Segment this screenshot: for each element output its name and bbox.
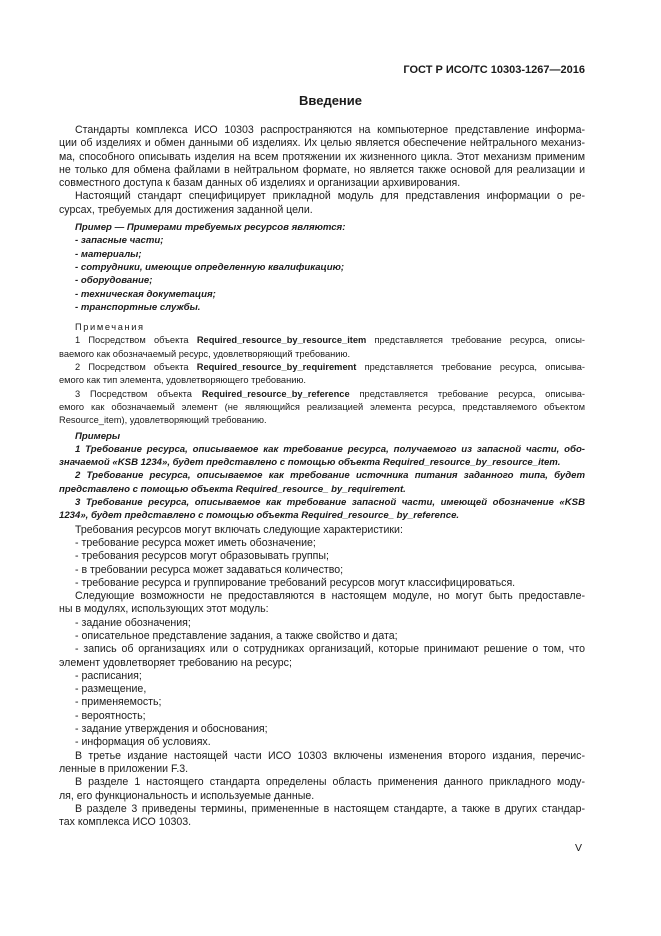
text-line: [59, 177, 585, 190]
text-span: Требования ресурсов могут включать следующие характеристики:: [75, 523, 403, 536]
paragraph: [59, 577, 585, 590]
text-span: представляется требование ресурса, описыва-: [349, 388, 585, 399]
paragraph: [59, 288, 585, 301]
text-line: [59, 261, 585, 274]
text-line: [59, 414, 585, 427]
paragraph: [59, 803, 585, 830]
paragraph: [59, 388, 585, 428]
text-line: [59, 288, 585, 301]
text-span: 3 Требование ресурса, описываемое как требование запасной части, имеющей обозначение «KSB: [75, 497, 585, 509]
text-line: [59, 374, 585, 387]
text-span: ции об изделиях и обмен данными об изделиях. Их целью является обеспечение нейтрального механиз-: [59, 137, 585, 150]
text-line: [59, 564, 585, 577]
text-span: тах комплекса ИСО 10303.: [59, 816, 192, 829]
text-line: [59, 124, 585, 137]
paragraph: [59, 537, 585, 550]
text-span: 1 Посредством объекта: [75, 335, 197, 346]
paragraph: [59, 710, 585, 723]
text-span: - техническая докуметация;: [75, 288, 216, 300]
entity-name: Required_resource_by_reference: [201, 388, 350, 399]
text-line: [59, 221, 585, 234]
text-span: Примеры: [75, 430, 121, 442]
text-span: 3 Посредством объекта: [75, 388, 202, 399]
text-line: [59, 617, 585, 630]
text-span: - задание обозначения;: [75, 616, 191, 629]
entity-name: Required_resource_by_resource_item: [196, 335, 367, 346]
text-span: ля, его функциональность и используемые данные.: [59, 789, 315, 802]
text-span: ленные в приложении F.3.: [59, 762, 189, 775]
text-span: Пример — Примерами требуемых ресурсов являются:: [75, 222, 346, 234]
paragraph: [59, 736, 585, 749]
page-number: V: [575, 842, 583, 854]
paragraph: [59, 361, 585, 388]
text-line: [59, 550, 585, 563]
text-span: - в требовании ресурса может задаваться количество;: [75, 563, 344, 576]
text-line: [59, 334, 585, 347]
paragraph: [59, 190, 585, 217]
text-line: [59, 763, 585, 776]
text-span: - вероятность;: [75, 709, 146, 722]
paragraph: [59, 776, 585, 803]
text-span: совместного доступа к базам данных об изделиях и организации архивирования.: [59, 177, 461, 190]
text-line: [59, 190, 585, 203]
section-title: Введение: [299, 93, 362, 108]
body-text-block: [59, 524, 585, 830]
paragraph: [59, 124, 585, 190]
notes-block: [59, 321, 585, 427]
paragraph: [59, 630, 585, 643]
text-span: представляется требование ресурса, описыва-: [356, 362, 585, 373]
text-span: В разделе 1 настоящего стандарта определены область применения данного прикладного моду-: [75, 776, 585, 789]
text-line: [59, 803, 585, 816]
text-line: [59, 401, 585, 414]
document-body: [59, 124, 585, 829]
text-line: [59, 483, 585, 496]
text-span: В третье издание настоящей части ИСО 10303 включены изменения второго издания, перечис-: [75, 749, 585, 762]
text-line: [59, 469, 585, 482]
paragraph: [59, 321, 585, 334]
text-span: - запись об организациях или о сотрудниках организаций, которые принимают решение о том, что: [75, 643, 585, 656]
text-line: [59, 430, 585, 443]
text-line: [59, 790, 585, 803]
text-line: [59, 348, 585, 361]
document-header-id: ГОСТ Р ИСО/ТС 10303-1267—2016: [403, 64, 585, 76]
text-line: [59, 274, 585, 287]
paragraph: [59, 564, 585, 577]
paragraph: [59, 443, 585, 470]
text-span: 2 Посредством объекта: [75, 362, 197, 373]
text-span: - расписания;: [75, 669, 142, 682]
text-span: ваемого как обозначаемый ресурс, удовлетворяющий требованию.: [59, 348, 351, 359]
text-span: - требование ресурса может иметь обозначение;: [75, 536, 316, 549]
paragraph: [59, 524, 585, 537]
text-span: - применяемость;: [75, 696, 162, 709]
text-span: представлено с помощью объекта Required_resource_ by_requirement.: [59, 483, 406, 495]
text-line: [59, 630, 585, 643]
text-line: [59, 151, 585, 164]
text-line: [59, 137, 585, 150]
text-span: не только для обмена файлами в нейтральном формате, но является также основой для реализации и: [59, 163, 585, 176]
text-span: - задание утверждения и обоснования;: [75, 723, 268, 736]
text-line: [59, 388, 585, 401]
text-span: емого как обозначаемый элемент (не являющийся реализацией элемента ресурса, представляемого объектом: [59, 401, 585, 412]
text-line: [59, 509, 585, 522]
examples-block: [59, 221, 585, 314]
text-line: [59, 750, 585, 763]
paragraph: [59, 643, 585, 670]
paragraph: [59, 696, 585, 709]
paragraph: [59, 723, 585, 736]
body-text-block: [59, 124, 585, 217]
paragraph: [59, 234, 585, 247]
paragraph: [59, 617, 585, 630]
text-line: [59, 496, 585, 509]
text-span: 1 Требование ресурса, описываемое как требование ресурса, получаемого из запасной части, обо-: [75, 443, 585, 455]
text-line: [59, 321, 585, 334]
text-span: - описательное представление задания, а также свойство и дата;: [75, 629, 398, 642]
text-span: Следующие возможности не предоставляются в настоящем модуле, но могут быть предоставле-: [75, 590, 585, 603]
text-line: [59, 603, 585, 616]
paragraph: [59, 261, 585, 274]
text-span: - требования ресурсов могут образовывать группы;: [75, 550, 329, 563]
text-line: [59, 590, 585, 603]
paragraph: [59, 248, 585, 261]
text-span: - оборудование;: [75, 275, 153, 287]
paragraph: [59, 750, 585, 777]
paragraph: [59, 469, 585, 496]
text-line: [59, 204, 585, 217]
entity-name: Required_resource_by_requirement: [196, 362, 357, 373]
text-line: [59, 524, 585, 537]
examples-block: [59, 430, 585, 523]
text-span: Стандарты комплекса ИСО 10303 распространяются на компьютерное представление информа-: [75, 124, 585, 136]
text-line: [59, 443, 585, 456]
text-span: емого как тип элемента, удовлетворяющего требованию.: [59, 375, 306, 386]
text-span: - транспортные службы.: [75, 301, 201, 313]
paragraph: [59, 274, 585, 287]
text-line: [59, 696, 585, 709]
text-span: - материалы;: [75, 248, 142, 260]
text-line: [59, 670, 585, 683]
text-line: [59, 683, 585, 696]
text-span: ма, способного описывать изделия на всем протяжении их жизненного цикла. Этот механизм применим: [59, 150, 585, 163]
text-span: - требование ресурса и группирование требований ресурсов могут классифицироваться.: [75, 576, 516, 589]
text-line: [59, 643, 585, 656]
text-line: [59, 657, 585, 670]
text-span: - запасные части;: [75, 235, 164, 247]
text-span: значаемой «KSB 1234», будет представлено с помощью объекта Required_resource_by_resource_item.: [59, 457, 561, 469]
text-span: Resource_item), удовлетворяющий требованию.: [59, 415, 267, 426]
paragraph: [59, 683, 585, 696]
text-span: 1234», будет представлено с помощью объекта Required_resource_ by_reference.: [59, 510, 460, 522]
text-line: [59, 537, 585, 550]
text-line: [59, 164, 585, 177]
paragraph: [59, 301, 585, 314]
text-span: представляется требование ресурса, описы-: [366, 335, 585, 346]
text-span: - информация об условиях.: [75, 736, 211, 749]
text-span: ны в модулях, использующих этот модуль:: [59, 603, 269, 616]
paragraph: [59, 670, 585, 683]
text-line: [59, 361, 585, 374]
text-line: [59, 234, 585, 247]
text-line: [59, 816, 585, 829]
text-span: Настоящий стандарт специфицирует прикладной модуль для представления информации о ре-: [75, 190, 585, 203]
text-line: [59, 736, 585, 749]
text-line: [59, 723, 585, 736]
text-line: [59, 710, 585, 723]
paragraph: [59, 334, 585, 361]
text-span: - сотрудники, имеющие определенную квалификацию;: [75, 261, 345, 273]
paragraph: [59, 496, 585, 523]
paragraph: [59, 550, 585, 563]
paragraph: [59, 590, 585, 617]
text-line: [59, 456, 585, 469]
text-line: [59, 248, 585, 261]
text-span: 2 Требование ресурса, описываемое как требование источника питания заданного типа, будет: [75, 470, 585, 482]
text-span: В разделе 3 приведены термины, примененные в настоящем стандарте, а также в других стандар-: [75, 802, 585, 815]
paragraph: [59, 430, 585, 443]
text-span: - размещение,: [75, 683, 147, 696]
text-span: сурсах, требуемых для достижения заданной цели.: [59, 203, 313, 216]
text-line: [59, 776, 585, 789]
paragraph: [59, 221, 585, 234]
text-span: элемент удовлетворяет требованию на ресурс;: [59, 656, 292, 669]
text-line: [59, 577, 585, 590]
text-line: [59, 301, 585, 314]
text-span: Примечания: [75, 322, 145, 333]
